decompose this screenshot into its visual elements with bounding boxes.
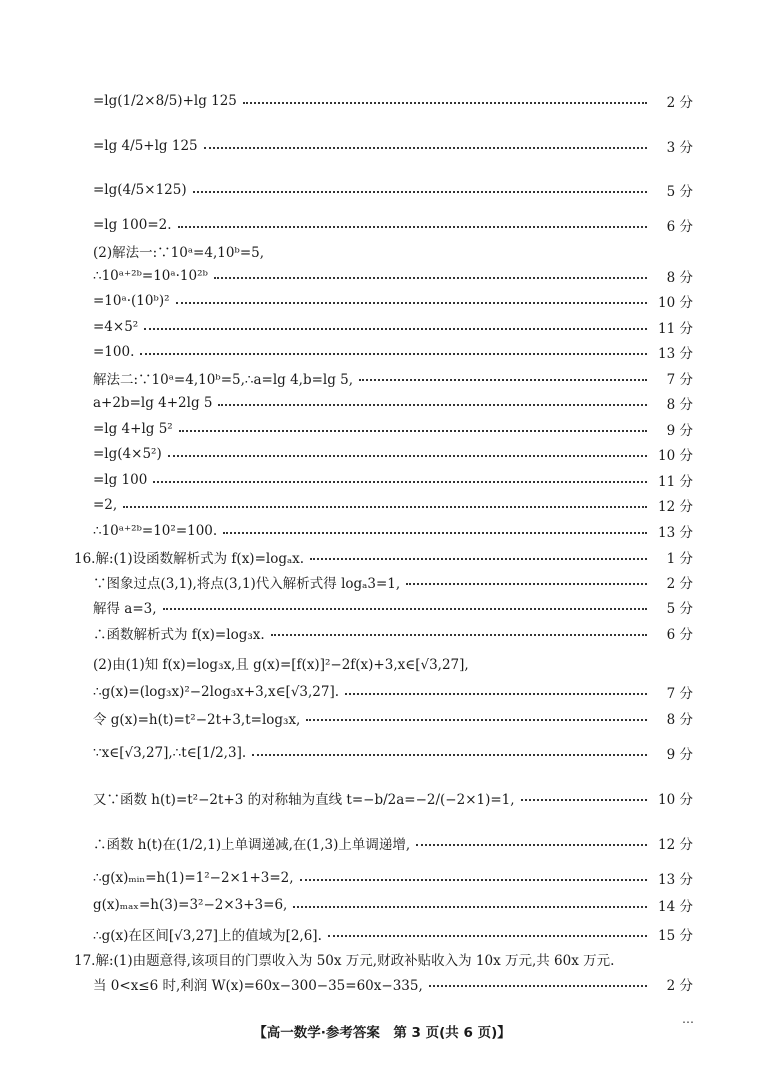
line-expression: =lg 100	[93, 472, 148, 488]
leader-dots	[359, 379, 647, 381]
answer-line	[93, 315, 693, 339]
line-score: 9 分	[666, 747, 693, 763]
line-score: 2 分	[666, 576, 693, 592]
line-score: 2 分	[666, 978, 693, 994]
line-expression: =10ᵃ·(10ᵇ)²	[93, 293, 170, 309]
line-expression: ∴10ᵃ⁺²ᵇ=10ᵃ·10²ᵇ	[93, 268, 208, 284]
line-score: 11 分	[658, 474, 693, 490]
line-expression: 令 g(x)=h(t)=t²−2t+3,t=log₃x,	[93, 712, 301, 728]
line-score: 6 分	[666, 219, 693, 235]
line-score: 8 分	[666, 270, 693, 286]
line-score: 15 分	[658, 928, 693, 944]
leader-dots	[416, 844, 647, 846]
answer-line	[93, 442, 693, 466]
answer-line	[93, 134, 693, 158]
leader-dots	[345, 693, 647, 695]
line-expression: =lg 4+lg 5²	[93, 421, 173, 437]
leader-dots	[163, 608, 647, 610]
line-expression: 17.解:(1)由题意得,该项目的门票收入为 50x 万元,财政补贴收入为 10x 万元,共 60x 万元.	[74, 953, 615, 969]
line-expression: ∴10ᵃ⁺²ᵇ=10²=100.	[93, 523, 218, 539]
answer-line	[93, 391, 693, 415]
leader-dots	[153, 481, 647, 483]
answer-line	[93, 651, 693, 675]
leader-dots	[406, 583, 647, 585]
line-score: 8 分	[666, 712, 693, 728]
line-score: 13 分	[658, 346, 693, 362]
leader-dots	[214, 277, 647, 279]
leader-dots	[252, 754, 647, 756]
line-expression: =100.	[93, 344, 135, 360]
leader-dots	[204, 147, 647, 149]
line-score: 5 分	[666, 184, 693, 200]
line-expression: =lg(4×5²)	[93, 446, 162, 462]
line-expression: ∴g(x)在区间[√3,27]上的值域为[2,6].	[93, 928, 322, 944]
line-expression: (2)由(1)知 f(x)=log₃x,且 g(x)=[f(x)]²−2f(x)+3,x∈[√3,27],	[93, 657, 469, 673]
answer-line	[93, 741, 693, 765]
answer-line	[93, 621, 693, 645]
leader-dots	[218, 404, 647, 406]
answer-line	[93, 239, 693, 263]
line-score: 12 分	[658, 499, 693, 515]
leader-dots	[123, 506, 647, 508]
line-score: 7 分	[666, 686, 693, 702]
line-score: 9 分	[666, 423, 693, 439]
line-expression: g(x)ₘₐₓ=h(3)=3²−2×3+3=6,	[93, 897, 288, 913]
line-score: 13 分	[658, 872, 693, 888]
leader-dots	[306, 719, 647, 721]
line-expression: =4×5²	[93, 319, 139, 335]
leader-dots	[521, 799, 647, 801]
line-expression: 当 0<x≤6 时,利润 W(x)=60x−300−35=60x−335,	[93, 978, 423, 994]
leader-dots	[328, 935, 647, 937]
line-score: 5 分	[666, 601, 693, 617]
line-expression: =lg 4/5+lg 125	[93, 138, 198, 154]
answer-line	[93, 493, 693, 517]
line-expression: ∴g(x)=(log₃x)²−2log₃x+3,x∈[√3,27].	[93, 684, 340, 700]
line-score: 10 分	[658, 792, 693, 808]
line-score: 14 分	[658, 899, 693, 915]
leader-dots	[429, 985, 647, 987]
answer-line	[93, 595, 693, 619]
answer-line	[93, 972, 693, 996]
line-score: 10 分	[658, 448, 693, 464]
leader-dots	[223, 532, 647, 534]
line-expression: ∴函数 h(t)在(1/2,1)上单调递减,在(1,3)上单调递增,	[93, 837, 411, 853]
answer-line	[93, 366, 693, 390]
leader-dots	[168, 455, 647, 457]
line-score: 11 分	[658, 321, 693, 337]
line-expression: 16.解:(1)设函数解析式为 f(x)=logₐx.	[74, 551, 305, 567]
line-expression: =lg(1/2×8/5)+lg 125	[93, 93, 237, 109]
line-score: 7 分	[666, 372, 693, 388]
corner-mark: …	[682, 1012, 694, 1026]
answer-line	[93, 264, 693, 288]
leader-dots	[140, 353, 647, 355]
leader-dots	[178, 226, 647, 228]
leader-dots	[310, 558, 647, 560]
answer-line	[74, 947, 694, 971]
answer-line	[93, 866, 693, 890]
answer-line	[93, 893, 693, 917]
answer-line	[93, 519, 693, 543]
leader-dots	[293, 906, 647, 908]
line-expression: =lg(4/5×125)	[93, 182, 187, 198]
answer-line	[93, 570, 693, 594]
line-expression: ∴g(x)ₘᵢₙ=h(1)=1²−2×1+3=2,	[93, 870, 294, 886]
line-score: 12 分	[658, 837, 693, 853]
line-expression: =lg 100=2.	[93, 217, 172, 233]
line-expression: 解法二:∵10ᵃ=4,10ᵇ=5,∴a=lg 4,b=lg 5,	[93, 372, 354, 388]
leader-dots	[300, 879, 647, 881]
line-expression: 解得 a=3,	[93, 601, 157, 617]
line-expression: ∴函数解析式为 f(x)=log₃x.	[93, 627, 265, 643]
line-expression: =2,	[93, 497, 118, 513]
answer-line	[93, 831, 693, 855]
answer-line	[93, 468, 693, 492]
answer-line	[93, 680, 693, 704]
line-score: 10 分	[658, 295, 693, 311]
answer-line	[93, 340, 693, 364]
answer-line	[93, 922, 693, 946]
line-expression: ∵x∈[√3,27],∴t∈[1/2,3].	[93, 745, 247, 761]
line-score: 2 分	[666, 95, 693, 111]
line-score: 3 分	[666, 140, 693, 156]
line-expression: (2)解法一:∵10ᵃ=4,10ᵇ=5,	[93, 245, 265, 261]
answer-line	[93, 213, 693, 237]
page-footer: 【高一数学·参考答案 第 3 页(共 6 页)】	[253, 1025, 511, 1041]
answer-line	[93, 289, 693, 313]
answer-line	[74, 545, 693, 569]
answer-line	[93, 706, 693, 730]
answer-line	[93, 786, 693, 810]
line-expression: ∵图象过点(3,1),将点(3,1)代入解析式得 logₐ3=1,	[93, 576, 401, 592]
answer-line	[93, 178, 693, 202]
line-expression: 又∵函数 h(t)=t²−2t+3 的对称轴为直线 t=−b/2a=−2/(−2×1)=1,	[93, 792, 515, 808]
leader-dots	[179, 430, 647, 432]
line-score: 8 分	[666, 397, 693, 413]
line-score: 1 分	[666, 551, 693, 567]
leader-dots	[271, 634, 647, 636]
leader-dots	[243, 102, 647, 104]
leader-dots	[176, 302, 647, 304]
leader-dots	[193, 191, 647, 193]
answer-line	[93, 89, 693, 113]
line-expression: a+2b=lg 4+2lg 5	[93, 395, 213, 411]
leader-dots	[144, 328, 647, 330]
line-score: 6 分	[666, 627, 693, 643]
answer-line	[93, 417, 693, 441]
line-score: 13 分	[658, 525, 693, 541]
